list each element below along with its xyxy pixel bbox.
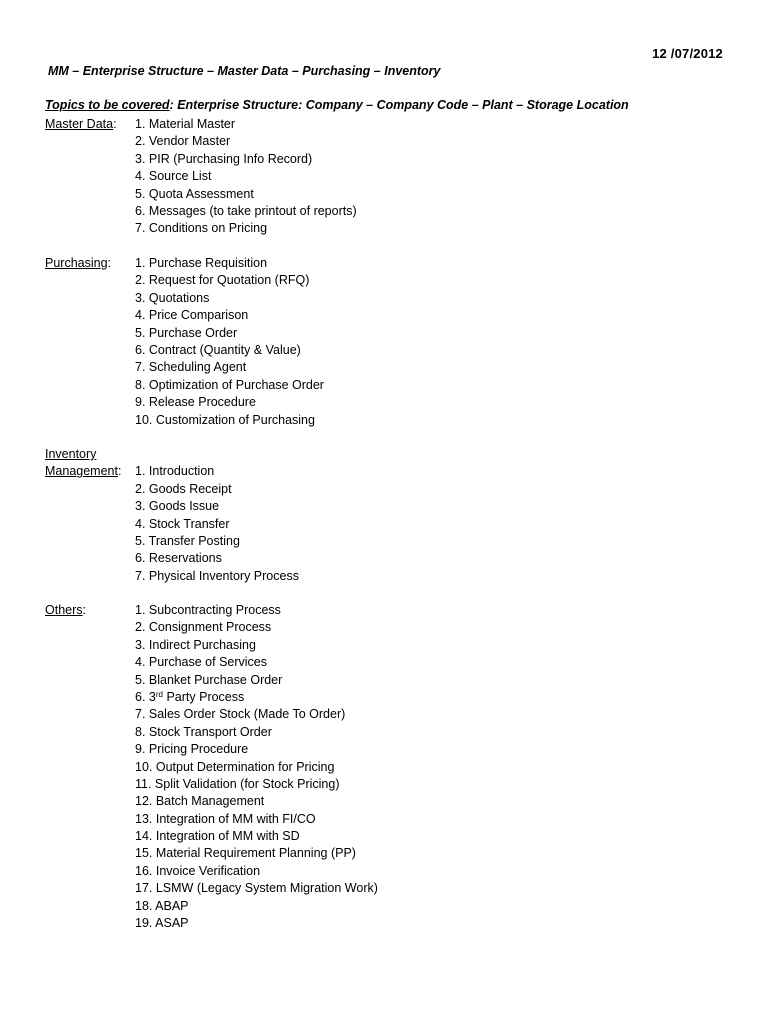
list-item: 4. Source List bbox=[135, 169, 212, 184]
list-item: 3. Quotations bbox=[135, 290, 210, 305]
list-item: 19. ASAP bbox=[135, 916, 189, 931]
item-list bbox=[135, 602, 378, 932]
list-item: 12. Batch Management bbox=[135, 794, 265, 809]
list-item: 9. Release Procedure bbox=[135, 395, 256, 410]
section-label-text: Management bbox=[45, 464, 118, 479]
list-item: 4. Price Comparison bbox=[135, 308, 249, 323]
section-label: Inventory Management: bbox=[45, 446, 135, 481]
list-item: 2. Vendor Master bbox=[135, 134, 231, 149]
list-item: 11. Split Validation (for Stock Pricing) bbox=[135, 776, 340, 791]
list-item: 16. Invoice Verification bbox=[135, 863, 261, 878]
list-item: 1. Purchase Requisition bbox=[135, 256, 268, 270]
list-item: 1. Introduction bbox=[135, 464, 215, 479]
list-item: 6. 3rd Party Process bbox=[135, 689, 245, 704]
section-label-text: Others bbox=[45, 603, 83, 617]
topics-line bbox=[45, 98, 629, 112]
list-item: 10. Customization of Purchasing bbox=[135, 412, 315, 427]
list-item: 3. PIR (Purchasing Info Record) bbox=[135, 151, 313, 166]
list-item: 7. Sales Order Stock (Made To Order) bbox=[135, 707, 346, 722]
list-item: 3. Indirect Purchasing bbox=[135, 637, 256, 652]
section-label-text: Purchasing bbox=[45, 256, 108, 270]
list-item: 4. Stock Transfer bbox=[135, 516, 230, 531]
list-item: 6. Contract (Quantity & Value) bbox=[135, 342, 301, 357]
list-item: 8. Stock Transport Order bbox=[135, 724, 272, 739]
list-item: 7. Scheduling Agent bbox=[135, 360, 247, 375]
section-label-line1: Inventory bbox=[45, 447, 97, 461]
item-list bbox=[135, 255, 324, 429]
item-list bbox=[135, 116, 357, 238]
list-item: 6. Reservations bbox=[135, 551, 222, 566]
section-label: Master Data: bbox=[45, 117, 117, 131]
list-item: 10. Output Determination for Pricing bbox=[135, 759, 335, 774]
list-item: 8. Optimization of Purchase Order bbox=[135, 377, 324, 392]
list-item: 1. Material Master bbox=[135, 117, 236, 131]
topics-label: Topics to be covered bbox=[45, 98, 170, 112]
list-item: 13. Integration of MM with FI/CO bbox=[135, 811, 316, 826]
list-item: 9. Pricing Procedure bbox=[135, 742, 249, 757]
list-item: 4. Purchase of Services bbox=[135, 655, 268, 670]
list-item: 5. Purchase Order bbox=[135, 325, 238, 340]
section-label: Purchasing: bbox=[45, 256, 112, 270]
list-item: 2. Request for Quotation (RFQ) bbox=[135, 273, 310, 288]
section-label-text: Master Data bbox=[45, 117, 114, 131]
list-item: 15. Material Requirement Planning (PP) bbox=[135, 846, 356, 861]
item-list bbox=[135, 463, 299, 585]
document-title: MM – Enterprise Structure – Master Data – Purchasing – Inventory bbox=[48, 64, 441, 78]
list-item: 17. LSMW (Legacy System Migration Work) bbox=[135, 881, 378, 896]
list-item: 6. Messages (to take printout of reports) bbox=[135, 203, 357, 218]
list-item: 7. Conditions on Pricing bbox=[135, 221, 268, 236]
list-item: 2. Goods Receipt bbox=[135, 481, 232, 496]
section-label: Others: bbox=[45, 603, 86, 617]
list-item: 14. Integration of MM with SD bbox=[135, 829, 300, 844]
list-item: 2. Consignment Process bbox=[135, 620, 272, 635]
list-item: 3. Goods Issue bbox=[135, 499, 220, 514]
list-item: 5. Transfer Posting bbox=[135, 533, 240, 548]
list-item: 7. Physical Inventory Process bbox=[135, 568, 299, 583]
list-item: 5. Blanket Purchase Order bbox=[135, 672, 283, 687]
document-date: 12 /07/2012 bbox=[652, 46, 723, 61]
list-item: 5. Quota Assessment bbox=[135, 186, 254, 201]
list-item: 18. ABAP bbox=[135, 898, 189, 913]
topics-text: : Enterprise Structure: Company – Company Code – Plant – Storage Location bbox=[169, 98, 629, 112]
list-item: 1. Subcontracting Process bbox=[135, 603, 281, 617]
